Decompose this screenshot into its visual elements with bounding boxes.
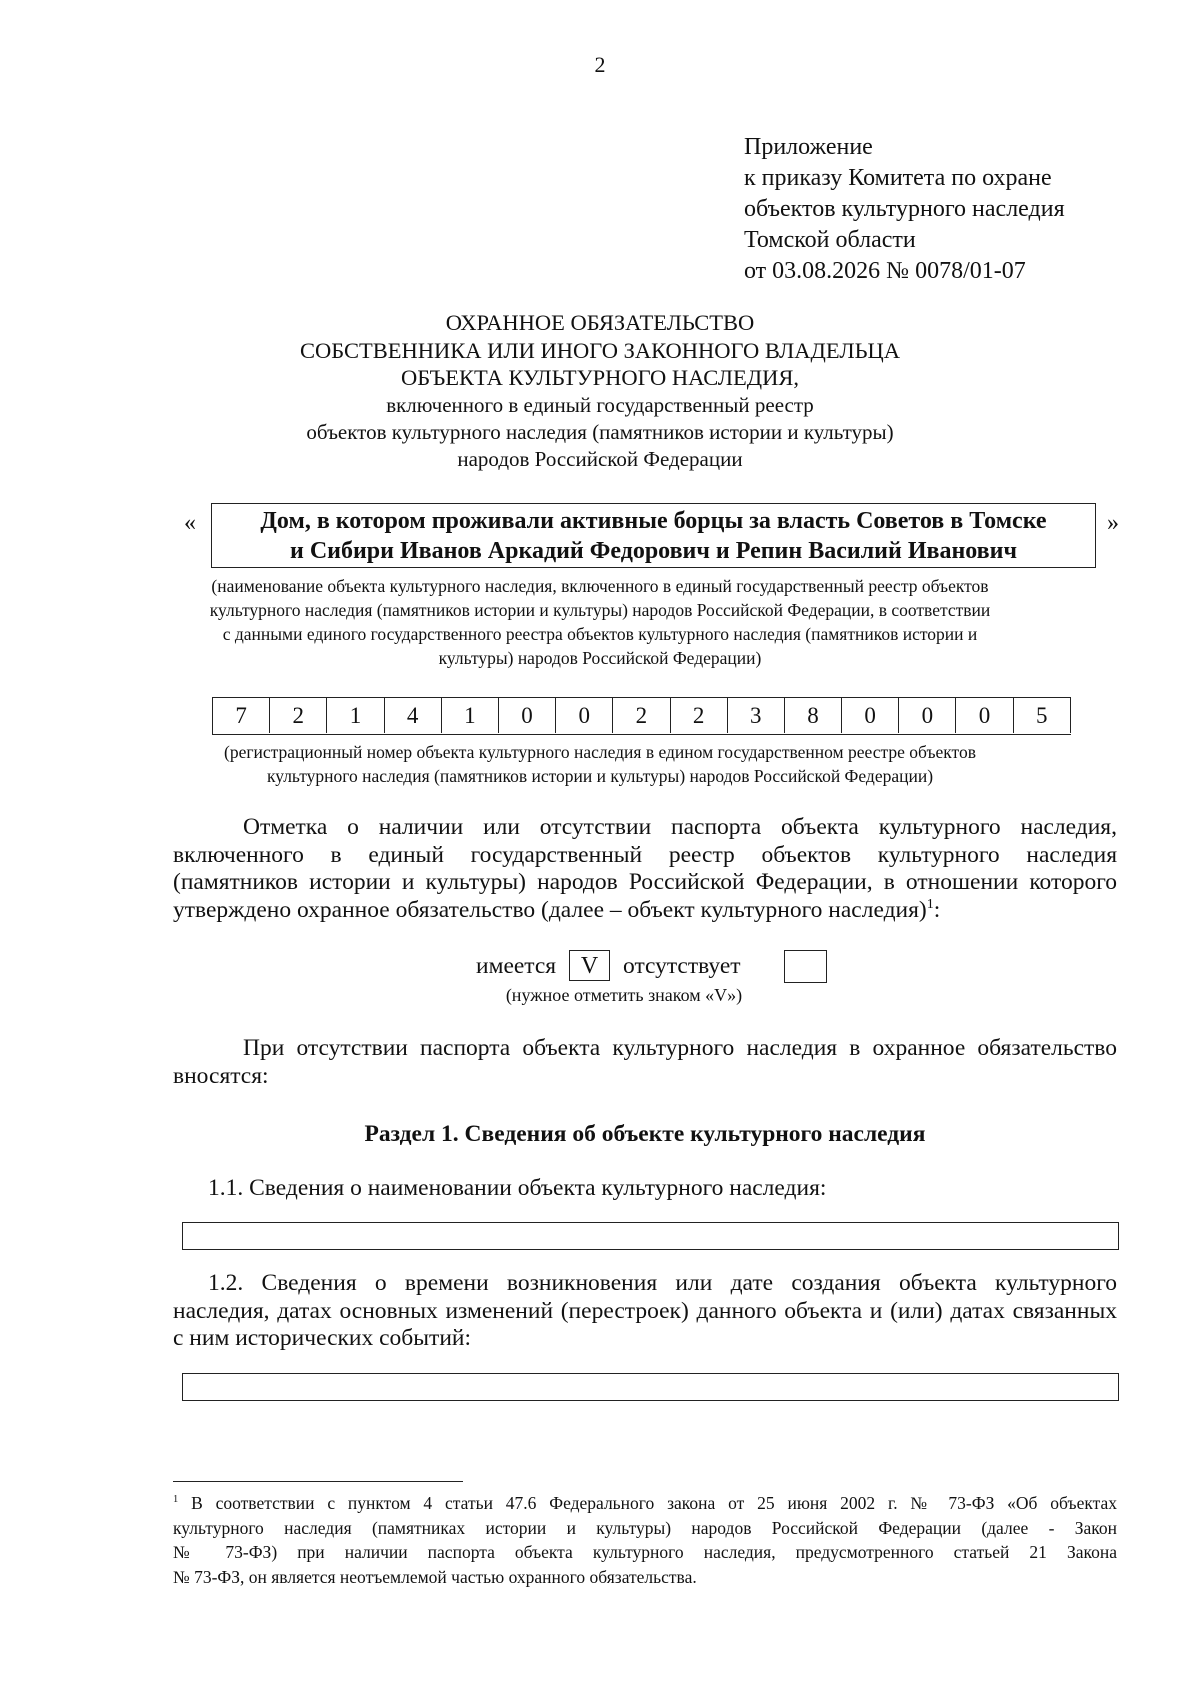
passport-present-label: имеется bbox=[476, 953, 557, 979]
paragraph-line bbox=[173, 1270, 1117, 1298]
page-number: 2 bbox=[594, 52, 606, 77]
registration-digit-cell[interactable]: 0 bbox=[556, 698, 613, 733]
appendix-line: объектов культурного наследия bbox=[744, 196, 1065, 222]
registration-digit-cell[interactable]: 1 bbox=[327, 698, 384, 733]
registration-digit-cell[interactable]: 3 bbox=[728, 698, 785, 733]
registration-number-caption bbox=[140, 740, 1060, 788]
title-line: ОБЪЕКТА КУЛЬТУРНОГО НАСЛЕДИЯ, bbox=[401, 365, 799, 390]
object-name-field[interactable] bbox=[211, 503, 1096, 568]
passport-present-checkbox[interactable]: V bbox=[569, 950, 610, 981]
footnote-line: № 73-ФЗ) при наличии паспорта объекта культурного наследия, предусмотренного статьей 21 Закона bbox=[173, 1542, 1117, 1562]
registration-digit-cell[interactable]: 1 bbox=[442, 698, 499, 733]
title-line: СОБСТВЕННИКА ИЛИ ИНОГО ЗАКОННОГО ВЛАДЕЛЬЦА bbox=[299, 337, 901, 363]
registration-digit-cell[interactable]: 8 bbox=[785, 698, 842, 733]
caption-line: культурного наследия (памятников истории и культуры) народов Российской Федерации, в соответствии bbox=[209, 600, 991, 620]
title-subline: объектов культурного наследия (памятников истории и культуры) bbox=[306, 419, 894, 444]
passport-paragraph bbox=[173, 814, 1117, 924]
registration-digit-cell[interactable]: 2 bbox=[613, 698, 670, 733]
paragraph-line: включенного в единый государственный реестр объектов культурного наследия bbox=[173, 841, 1117, 868]
paragraph-text: 1.2. Сведения о времени возникновения или дате создания объекта культурного bbox=[208, 1270, 1117, 1296]
registration-digit-cell[interactable]: 2 bbox=[270, 698, 327, 733]
caption-line: (регистрационный номер объекта культурного наследия в едином государственном реестре объектов bbox=[224, 742, 976, 762]
object-name-line: Дом, в котором проживали активные борцы за власть Советов в Томске bbox=[260, 508, 1047, 534]
registration-digit-cell[interactable]: 4 bbox=[385, 698, 442, 733]
paragraph-line bbox=[173, 1035, 1117, 1063]
paragraph-text: При отсутствии паспорта объекта культурного наследия в охранное обязательство bbox=[243, 1035, 1117, 1061]
absence-paragraph bbox=[173, 1035, 1117, 1090]
object-name-line: и Сибири Иванов Аркадий Федорович и Репин Василий Иванович bbox=[289, 538, 1018, 564]
appendix-line: Томской области bbox=[744, 227, 916, 253]
title-line: ОХРАННОЕ ОБЯЗАТЕЛЬСТВО bbox=[445, 310, 755, 335]
title-subline: включенного в единый государственный реестр bbox=[386, 392, 814, 417]
object-name-caption bbox=[140, 574, 1060, 670]
paragraph-line bbox=[173, 897, 1117, 925]
registration-digit-cell[interactable]: 7 bbox=[213, 698, 270, 733]
registration-digit-cell[interactable]: 0 bbox=[956, 698, 1013, 733]
footnote-separator bbox=[173, 1481, 463, 1482]
caption-line: с данными единого государственного реестра объектов культурного наследия (памятников истории и bbox=[222, 624, 978, 644]
footnote-marker: 1 bbox=[173, 1494, 179, 1506]
footnote bbox=[173, 1491, 1117, 1589]
object-name-quote-open: « bbox=[184, 510, 196, 536]
document-title bbox=[140, 309, 1060, 473]
paragraph-line: вносятся: bbox=[173, 1062, 269, 1089]
caption-line: культурного наследия (памятников истории и культуры) народов Российской Федерации) bbox=[266, 766, 934, 786]
registration-number-grid bbox=[212, 697, 1071, 735]
paragraph-text: утверждено охранное обязательство (далее – объект культурного наследия) bbox=[173, 896, 927, 923]
paragraph-text: Отметка о наличии или отсутствии паспорта объекта культурного наследия, bbox=[243, 814, 1117, 840]
item-1-2-paragraph bbox=[173, 1270, 1117, 1353]
footnote-text: В соответствии с пунктом 4 статьи 47.6 Федерального закона от 25 июня 2002 г. № 73-ФЗ «Об объектах bbox=[178, 1493, 1117, 1513]
paragraph-line: (памятников истории и культуры) народов Российской Федерации, в отношении которого bbox=[173, 869, 1117, 895]
caption-line: (наименование объекта культурного наследия, включенного в единый государственный реестр объектов bbox=[211, 576, 989, 596]
paragraph-line: с ним исторических событий: bbox=[173, 1325, 472, 1351]
registration-digit-cell[interactable]: 0 bbox=[842, 698, 899, 733]
passport-absent-label: отсутствует bbox=[623, 953, 741, 979]
registration-digit-cell[interactable]: 0 bbox=[499, 698, 556, 733]
item-1-2-input[interactable] bbox=[182, 1373, 1119, 1401]
item-1-1-label: 1.1. Сведения о наименовании объекта культурного наследия: bbox=[208, 1175, 827, 1201]
passport-mark-hint: (нужное отметить знаком «V») bbox=[505, 985, 743, 1005]
caption-line: культуры) народов Российской Федерации) bbox=[438, 648, 762, 668]
object-name-quote-close: » bbox=[1107, 510, 1119, 536]
appendix-line: от 03.08.2026 № 0078/01-07 bbox=[744, 258, 1026, 284]
appendix-line: к приказу Комитета по охране bbox=[744, 165, 1052, 191]
footnote-line bbox=[173, 1491, 1117, 1516]
paragraph-line bbox=[173, 814, 1117, 842]
passport-absent-checkbox[interactable] bbox=[784, 950, 827, 983]
registration-digit-cell[interactable]: 0 bbox=[899, 698, 956, 733]
paragraph-text: : bbox=[933, 896, 941, 923]
section-1-heading: Раздел 1. Сведения об объекте культурного наследия bbox=[364, 1121, 926, 1147]
footnote-line: культурного наследия (памятниках истории и культуры) народов Российской Федерации (далее - Закон bbox=[173, 1517, 1117, 1538]
footnote-line: № 73-ФЗ, он является неотъемлемой частью охранного обязательства. bbox=[173, 1566, 697, 1587]
registration-digit-cell[interactable]: 2 bbox=[671, 698, 728, 733]
appendix-header bbox=[744, 132, 1164, 287]
paragraph-line: наследия, датах основных изменений (перестроек) данного объекта и (или) датах связанных bbox=[173, 1297, 1117, 1324]
item-1-1-input[interactable] bbox=[182, 1222, 1119, 1250]
registration-digit-cell[interactable]: 5 bbox=[1014, 698, 1071, 733]
appendix-line: Приложение bbox=[744, 134, 873, 160]
footnote-reference[interactable]: 1 bbox=[926, 895, 934, 912]
title-subline: народов Российской Федерации bbox=[457, 446, 743, 471]
